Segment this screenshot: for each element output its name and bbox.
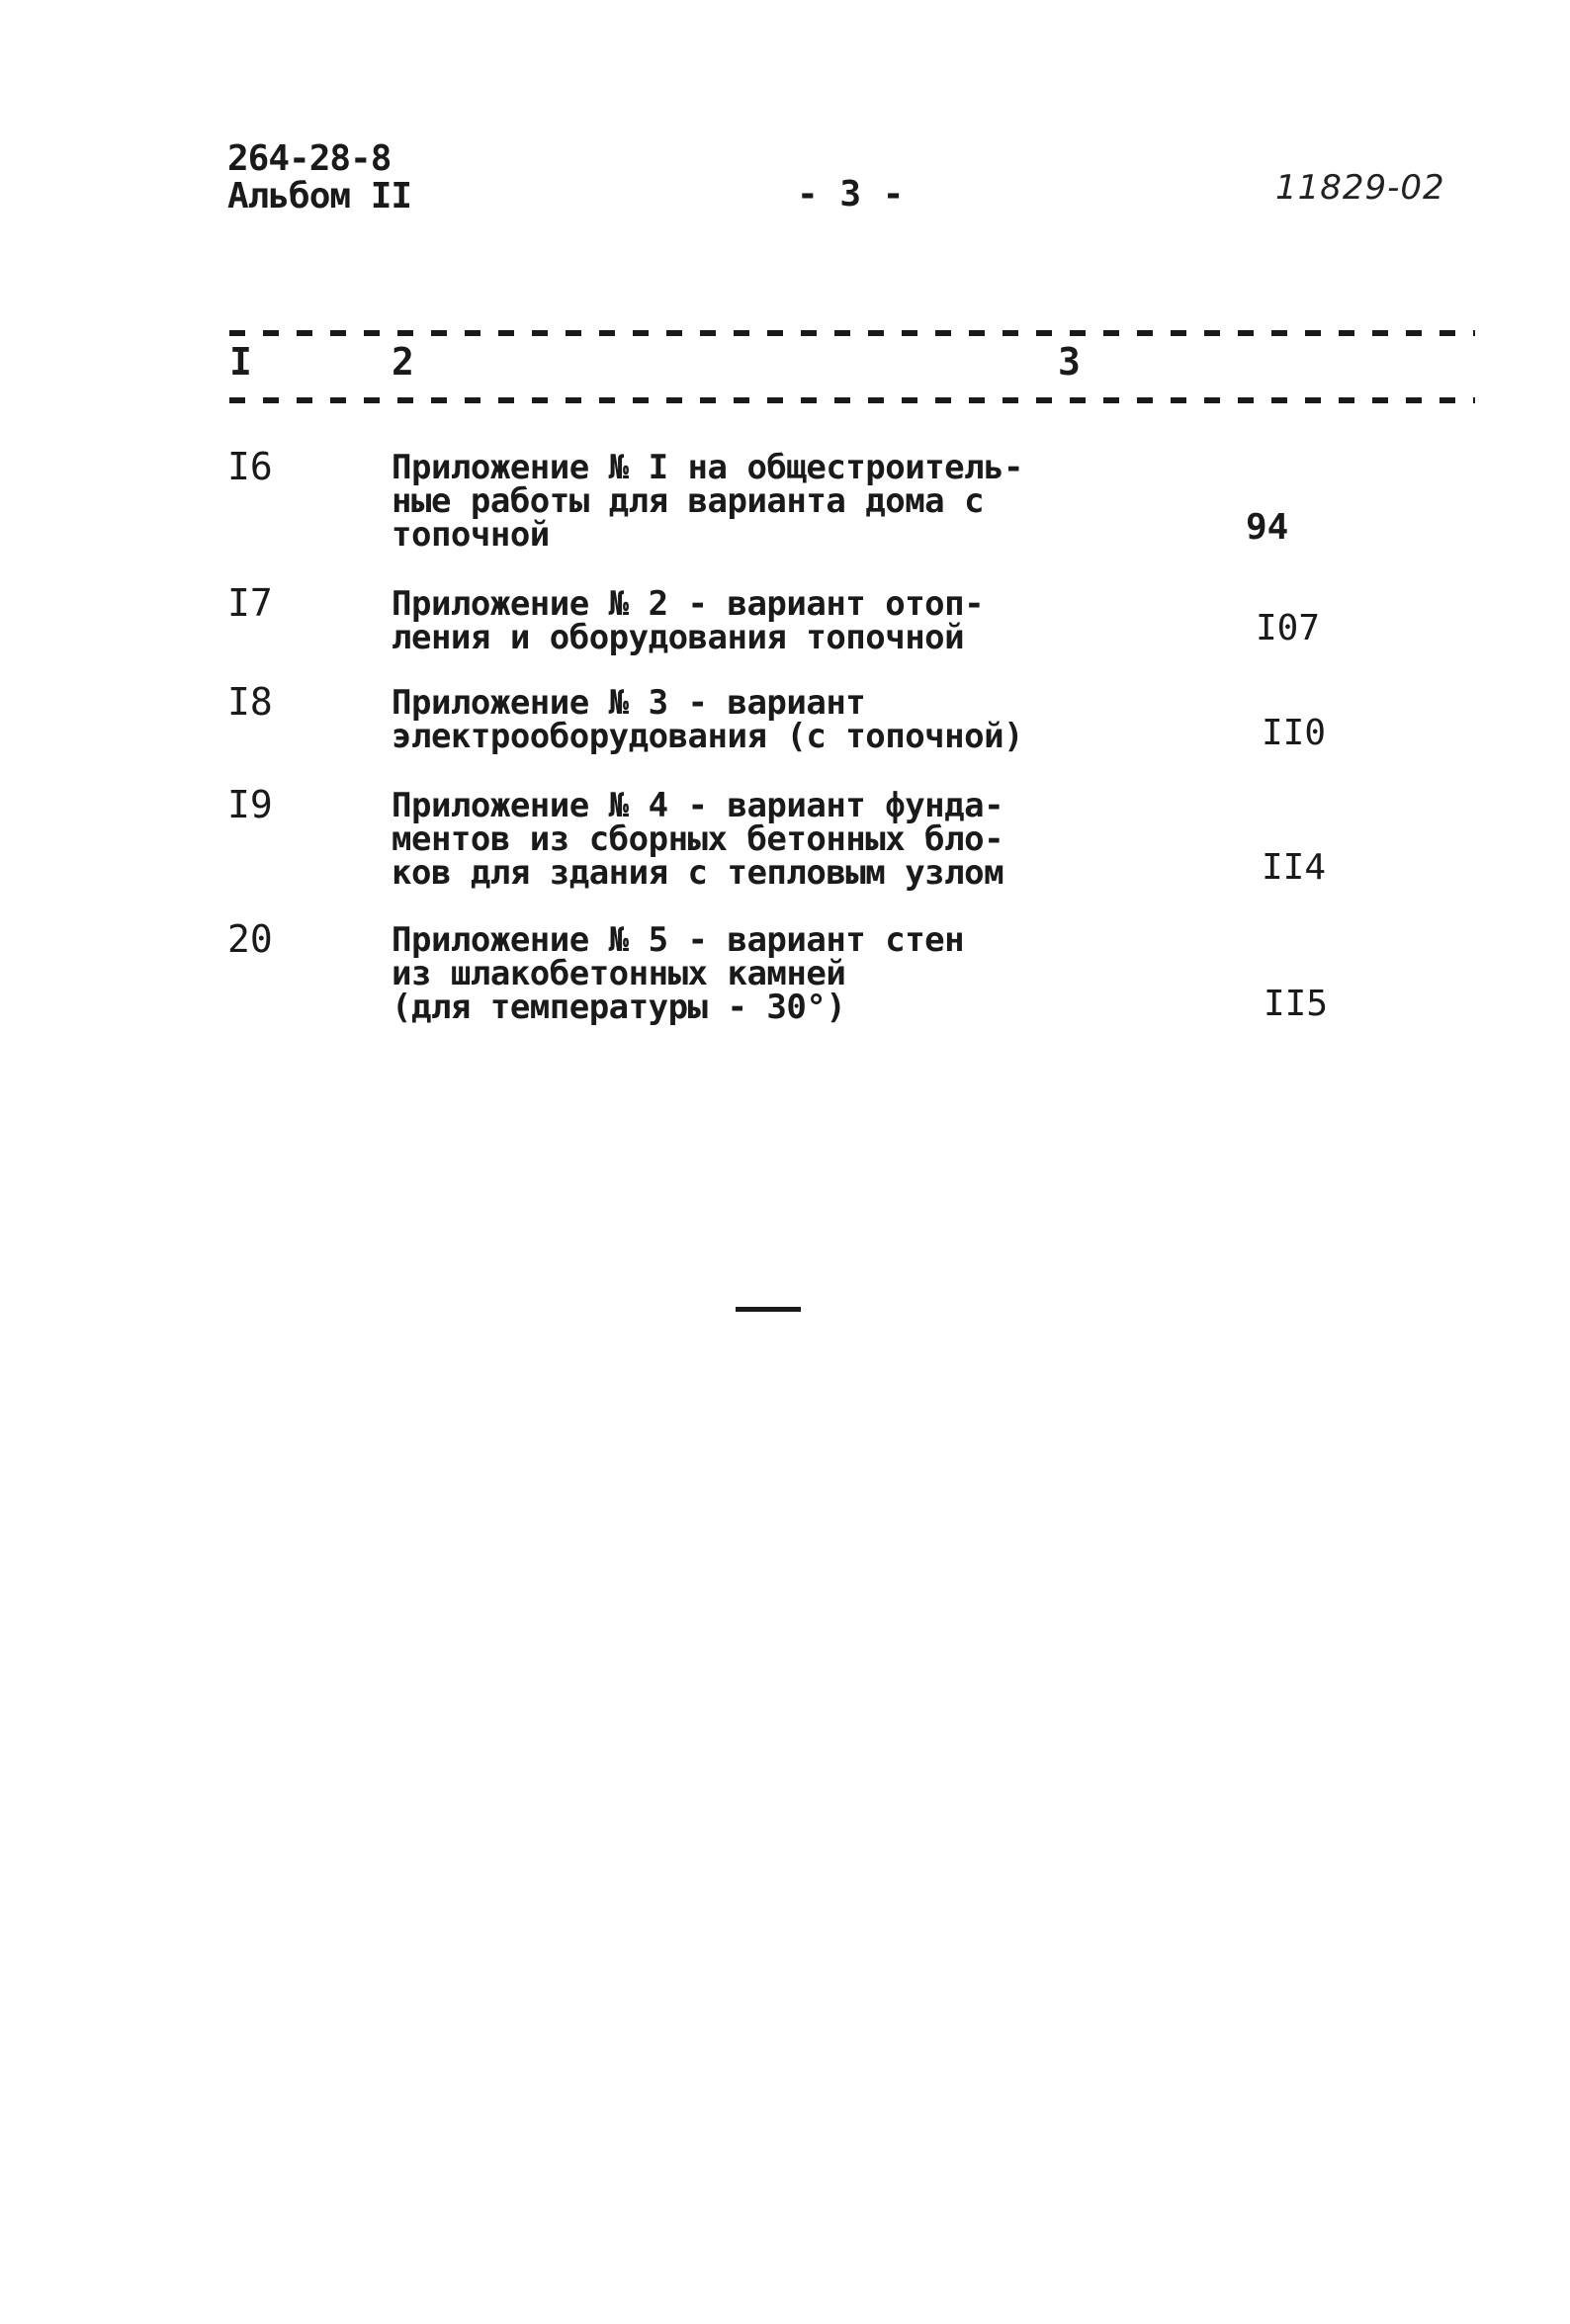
column-header-3: 3 — [1058, 340, 1081, 384]
row-page-number: II4 — [1262, 847, 1327, 888]
row-number: 20 — [227, 917, 273, 961]
row-title: Приложение № 3 - вариант электрооборудования (с топочной) — [392, 683, 1024, 756]
document-code-number: 264-28-8 — [227, 138, 392, 179]
table-header-divider — [229, 397, 1475, 403]
row-page-number: I07 — [1256, 608, 1321, 648]
row-number: I9 — [227, 783, 273, 826]
row-number: I7 — [227, 581, 273, 625]
column-header-2: 2 — [392, 340, 414, 384]
row-page-number: II5 — [1264, 984, 1329, 1024]
row-title: Приложение № 2 - вариант отоп- ления и оборудования топочной — [392, 584, 985, 657]
document-code — [227, 140, 411, 215]
column-header-1: I — [229, 340, 252, 384]
row-title: Приложение № 5 - вариант стен из шлакобетонных камней (для температуры - 30°) — [392, 920, 965, 1027]
row-number: I8 — [227, 680, 273, 724]
row-title: Приложение № 4 - вариант фунда- ментов из сборных бетонных бло- ков для здания с тепловым узлом — [392, 786, 1004, 893]
row-number: I6 — [227, 445, 273, 488]
end-of-list-rule — [736, 1307, 801, 1312]
album-label: Альбом II — [227, 176, 412, 216]
page-number: - 3 - — [797, 174, 905, 215]
table-top-divider — [229, 330, 1475, 336]
archive-number: 11829-02 — [1275, 168, 1445, 208]
row-page-number: II0 — [1262, 713, 1327, 753]
row-title: Приложение № I на общестроитель- ные работы для варианта дома с топочной — [392, 448, 1024, 555]
row-page-number: 94 — [1246, 507, 1289, 548]
